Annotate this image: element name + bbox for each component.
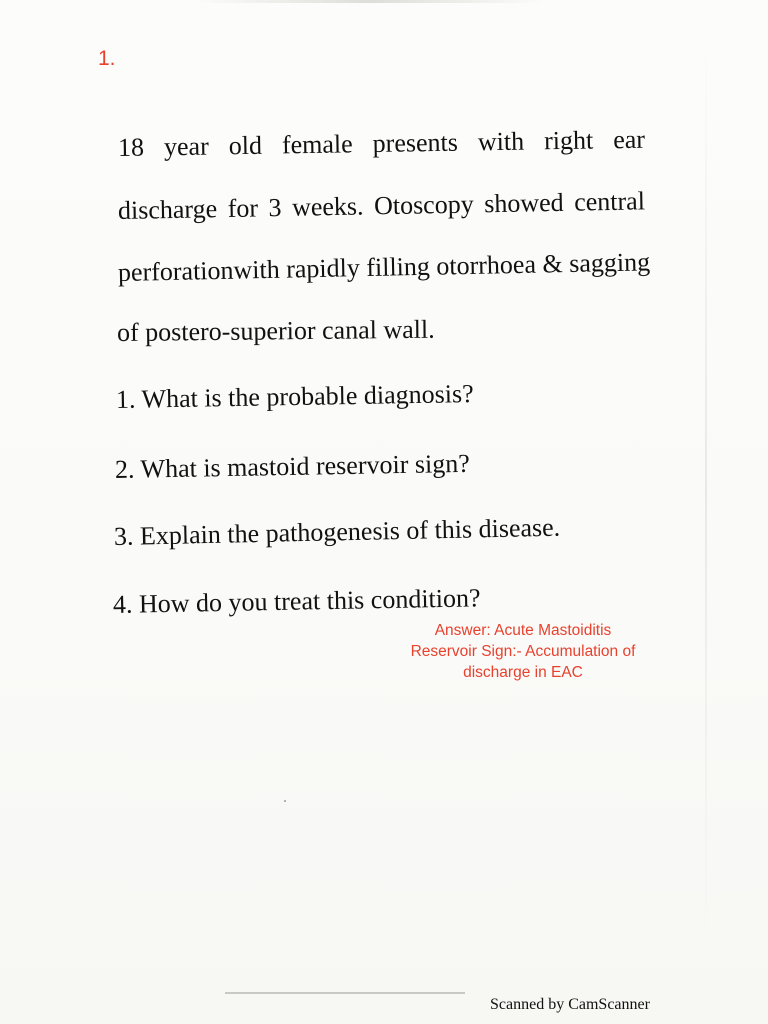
answer-line-2: Reservoir Sign:- Accumulation of [410,643,636,660]
answer-line-3: discharge in EAC [463,664,583,681]
scanner-watermark: Scanned by CamScanner [490,996,650,1013]
case-line-3: perforationwith rapidly filling otorrhoea & sagging [117,247,651,287]
answer-annotation [392,620,654,683]
case-line-4: of postero-superior canal wall. [116,314,435,347]
question-3: 3. Explain the pathogenesis of this disease. [113,512,561,551]
answer-line-1: Answer: Acute Mastoiditis [434,622,612,639]
scan-edge-top [195,0,545,3]
case-line-1: 18 year old female presents with right ear [117,124,646,162]
question-1: 1. What is the probable diagnosis? [115,379,474,414]
question-4: 4. How do you treat this condition? [112,583,481,619]
case-line-2: discharge for 3 weeks. Otoscopy showed central [117,186,646,225]
question-2: 2. What is mastoid reservoir sign? [114,448,470,484]
scan-edge-bottom [225,992,465,994]
question-number: 1. [98,47,116,70]
scan-speck [284,800,286,802]
scan-edge-right [705,40,707,940]
